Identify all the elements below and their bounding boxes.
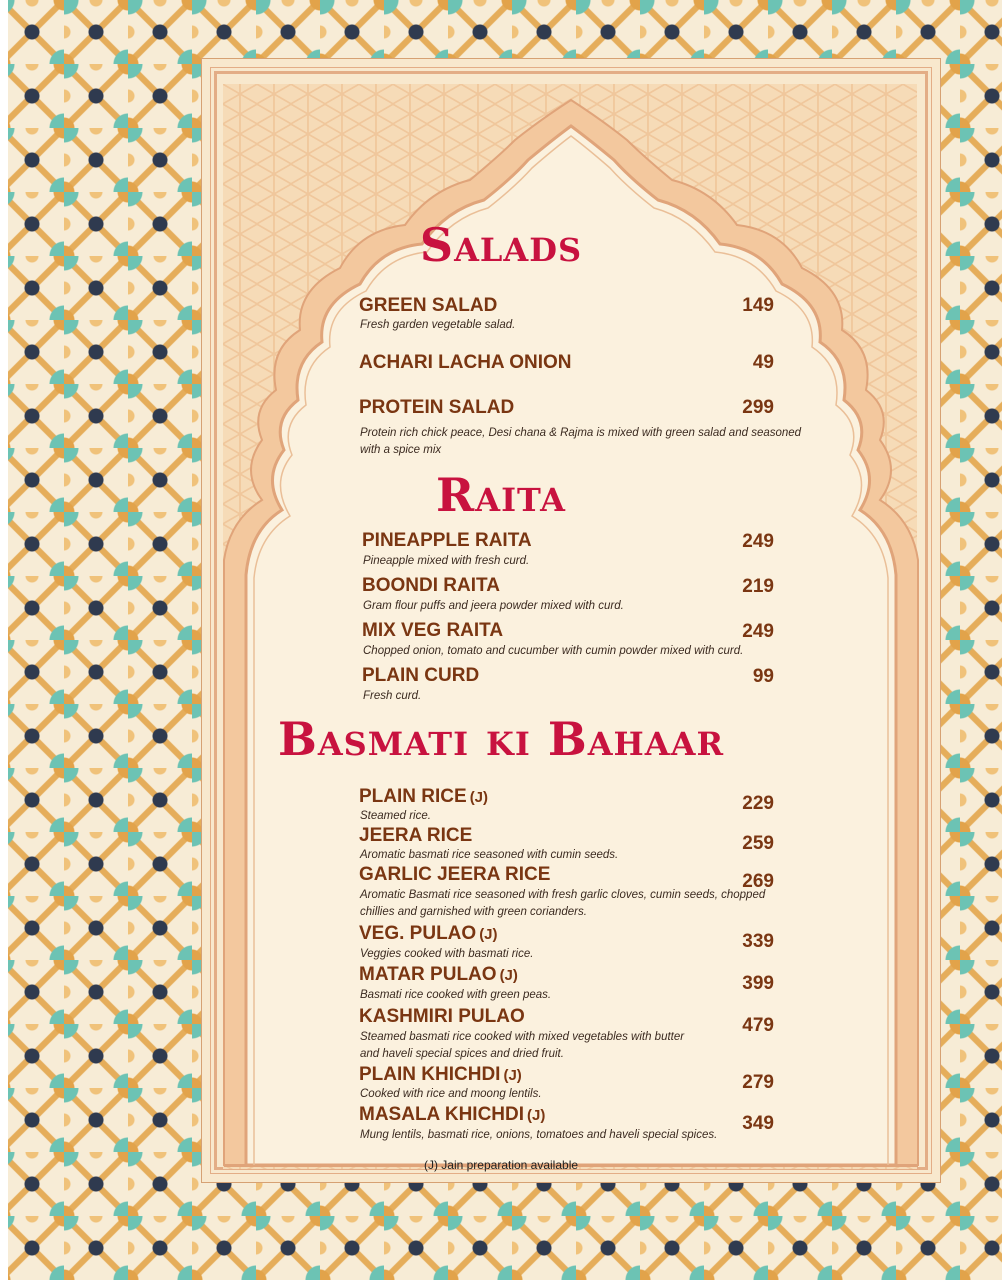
item-desc: Mung lentils, basmati rice, onions, tomatoes and haveli special spices. xyxy=(360,1129,718,1141)
item-name: GREEN SALAD xyxy=(359,295,498,316)
item-price: 249 xyxy=(742,621,774,642)
item-name: BOONDI RAITA xyxy=(362,575,500,596)
item-name: MASALA KHICHDI (J) xyxy=(359,1104,546,1125)
item-name: JEERA RICE xyxy=(359,825,473,846)
item-desc: Steamed rice. xyxy=(360,810,431,822)
item-name: PINEAPPLE RAITA xyxy=(362,530,532,551)
item-price: 149 xyxy=(742,295,774,316)
item-price: 479 xyxy=(742,1015,774,1036)
jain-marker: (J) xyxy=(479,926,498,943)
item-desc: Basmati rice cooked with green peas. xyxy=(360,989,552,1001)
item-name: MIX VEG RAITA xyxy=(362,620,504,641)
item-name: PLAIN RICE (J) xyxy=(359,786,489,807)
item-price: 99 xyxy=(752,666,774,687)
item-name: VEG. PULAO (J) xyxy=(359,923,498,944)
item-name: MATAR PULAO (J) xyxy=(359,964,518,985)
section-title-basmati: Basmati ki Bahaar xyxy=(277,712,725,766)
item-desc: Fresh garden vegetable salad. xyxy=(360,319,516,331)
item-name: KASHMIRI PULAO xyxy=(359,1006,525,1027)
item-price: 279 xyxy=(742,1072,774,1093)
jain-marker: (J) xyxy=(499,967,518,984)
jain-marker: (J) xyxy=(503,1067,522,1084)
jain-marker: (J) xyxy=(527,1107,546,1124)
section-title-salads: Salads xyxy=(419,218,583,272)
section-title-raita: Raita xyxy=(436,468,566,522)
item-desc: Aromatic basmati rice seasoned with cumin seeds. xyxy=(360,849,619,861)
item-name: PROTEIN SALAD xyxy=(359,397,515,418)
item-price: 349 xyxy=(742,1113,774,1134)
item-desc: Veggies cooked with basmati rice. xyxy=(360,948,534,960)
item-price: 219 xyxy=(742,576,774,597)
item-desc: Steamed basmati rice cooked with mixed vegetables with butter and haveli special spices and dried fruit. xyxy=(360,1031,685,1060)
item-price: 49 xyxy=(752,352,774,373)
item-price: 269 xyxy=(742,871,774,892)
item-desc: Aromatic Basmati rice seasoned with fresh garlic cloves, cumin seeds, chopped chillies and garnished with green corianders. xyxy=(360,889,766,918)
item-price: 299 xyxy=(742,397,774,418)
item-name: ACHARI LACHA ONION xyxy=(359,352,572,373)
item-name: PLAIN CURD xyxy=(362,665,480,686)
item-name: GARLIC JEERA RICE xyxy=(359,864,551,885)
item-price: 399 xyxy=(742,973,774,994)
item-desc: Gram flour puffs and jeera powder mixed with curd. xyxy=(363,600,624,612)
item-desc: Fresh curd. xyxy=(363,690,422,702)
item-desc: Cooked with rice and moong lentils. xyxy=(360,1088,542,1100)
item-name: PLAIN KHICHDI (J) xyxy=(359,1064,522,1085)
item-price: 339 xyxy=(742,931,774,952)
jain-footnote: (J) Jain preparation available xyxy=(423,1158,579,1172)
item-desc: Pineapple mixed with fresh curd. xyxy=(363,555,530,567)
item-price: 229 xyxy=(742,793,774,814)
jain-marker: (J) xyxy=(469,789,489,806)
item-desc: Chopped onion, tomato and cucumber with cumin powder mixed with curd. xyxy=(363,645,744,657)
item-desc: Protein rich chick peace, Desi chana & Rajma is mixed with green salad and seasoned with a spice mix xyxy=(360,427,802,456)
item-price: 259 xyxy=(742,833,774,854)
item-price: 249 xyxy=(742,531,774,552)
